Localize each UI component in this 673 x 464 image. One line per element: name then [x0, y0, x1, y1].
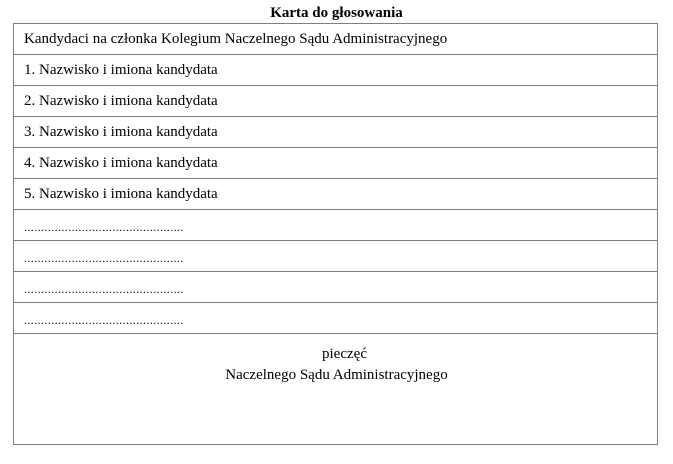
ballot-title: Karta do głosowania	[270, 5, 403, 21]
candidate-row-5: 5. Nazwisko i imiona kandydata	[14, 179, 657, 210]
candidate-row-2: 2. Nazwisko i imiona kandydata	[14, 86, 657, 117]
stamp-label: pieczęć	[322, 346, 367, 362]
stamp-area	[0, 344, 673, 386]
candidate-row-4: 4. Nazwisko i imiona kandydata	[14, 148, 657, 179]
candidate-row-3: 3. Nazwisko i imiona kandydata	[14, 117, 657, 148]
stamp-court-name: Naczelnego Sądu Administracyjnego	[225, 367, 448, 383]
blank-line-row-3: ...............................................	[14, 272, 657, 303]
blank-line-row-2: ...............................................	[14, 241, 657, 272]
blank-line-row-1: ...............................................	[14, 210, 657, 241]
blank-line-row-4: ...............................................	[14, 303, 657, 334]
candidate-row-1: 1. Nazwisko i imiona kandydata	[14, 55, 657, 86]
ballot-header-row: Kandydaci na członka Kolegium Naczelnego Sądu Administracyjnego	[14, 24, 657, 55]
